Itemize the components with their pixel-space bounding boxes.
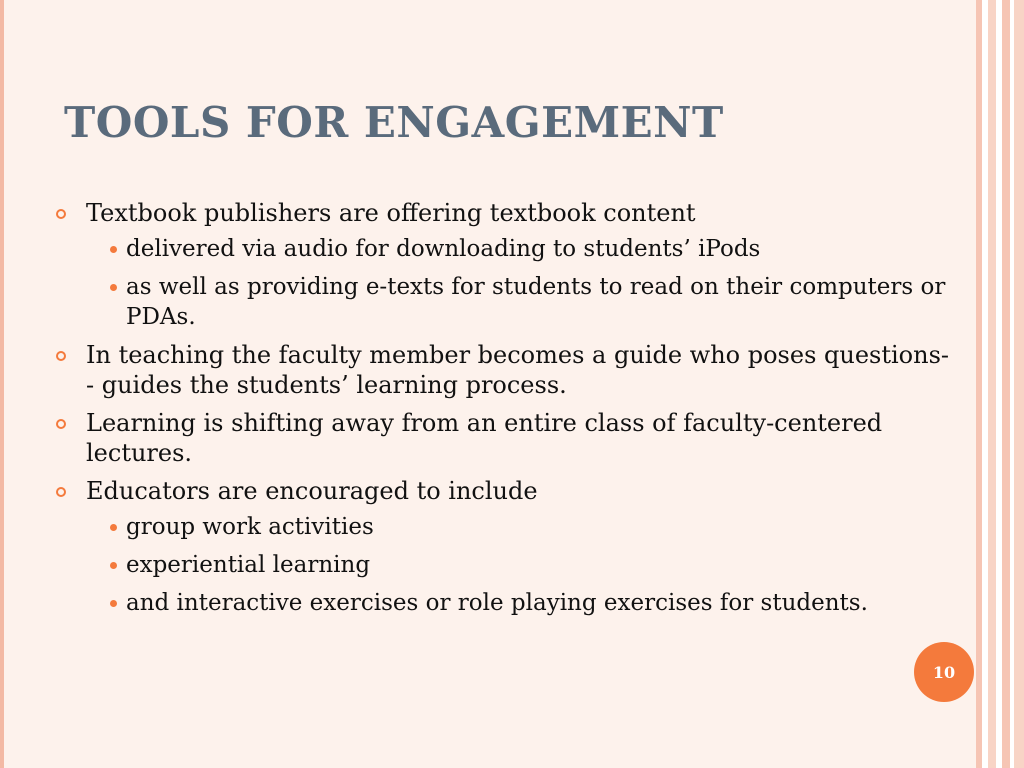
dot-bullet-icon: [110, 284, 117, 291]
ring-bullet-icon: [56, 351, 66, 361]
bullet-text: Textbook publishers are offering textbook content: [86, 199, 696, 227]
sub-bullet-list: [86, 512, 956, 618]
bullet-text: Learning is shifting away from an entire class of faculty-centered lectures.: [86, 409, 883, 467]
decorative-stripe: [1014, 0, 1024, 768]
page-number-badge: 10: [914, 642, 974, 702]
sub-bullet-text: delivered via audio for downloading to students’ iPods: [126, 236, 761, 262]
sub-bullet-item: [86, 272, 956, 332]
bullet-item: [56, 408, 956, 468]
bullet-text: In teaching the faculty member becomes a guide who poses questions-- guides the students’ learning process.: [86, 341, 950, 399]
bullet-text: Educators are encouraged to include: [86, 477, 538, 505]
sub-bullet-text: group work activities: [126, 514, 374, 540]
sub-bullet-text: experiential learning: [126, 552, 371, 578]
sub-bullet-item: [86, 512, 956, 542]
dot-bullet-icon: [110, 600, 117, 607]
sub-bullet-item: [86, 588, 956, 618]
sub-bullet-item: [86, 550, 956, 580]
sub-bullet-list: [86, 234, 956, 332]
sub-bullet-item: [86, 234, 956, 264]
bullet-list: [56, 198, 956, 626]
slide-title: TOOLS FOR ENGAGEMENT: [64, 98, 724, 147]
ring-bullet-icon: [56, 487, 66, 497]
ring-bullet-icon: [56, 209, 66, 219]
dot-bullet-icon: [110, 246, 117, 253]
sub-bullet-text: as well as providing e-texts for students to read on their computers or PDAs.: [126, 274, 946, 330]
bullet-item: [56, 198, 956, 332]
ring-bullet-icon: [56, 419, 66, 429]
decorative-stripe: [988, 0, 996, 768]
dot-bullet-icon: [110, 524, 117, 531]
bullet-item: [56, 476, 956, 618]
decorative-stripe: [1002, 0, 1010, 768]
dot-bullet-icon: [110, 562, 117, 569]
sub-bullet-text: and interactive exercises or role playing exercises for students.: [126, 590, 868, 616]
bullet-item: [56, 340, 956, 400]
